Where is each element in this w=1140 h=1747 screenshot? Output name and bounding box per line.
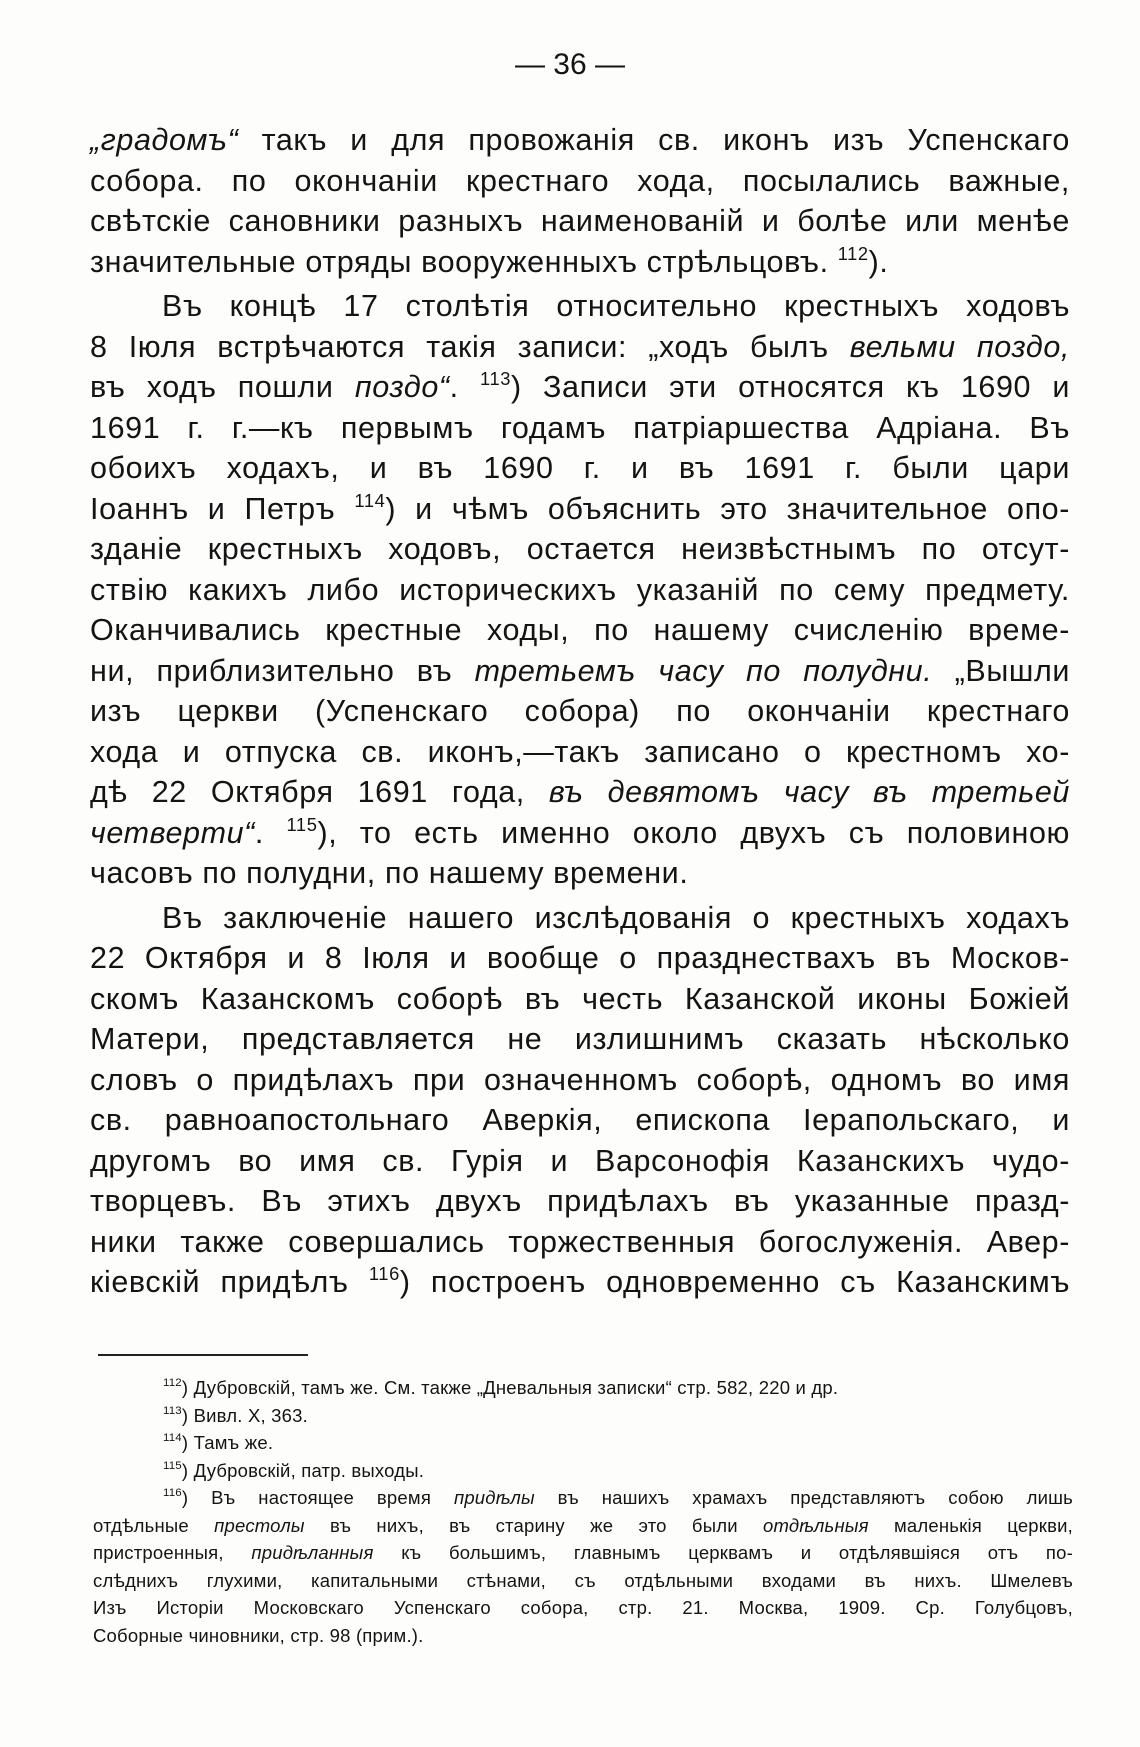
text-line: изъ церкви (Успенскаго собора) по окончаніи крестнаго [90, 694, 1070, 728]
text-line: другомъ во имя св. Гурія и Варсонофія Казанскихъ чудо- [90, 1143, 1070, 1178]
text-line: въ ходъ пошли поздо“. $^{113}$) Записи эти относятся къ 1690 и [90, 368, 1071, 404]
footnote-116-line: Соборные чиновники, стр. 98 (прим.). [93, 1624, 424, 1646]
text-line: ни, приблизительно въ третьемъ часу по полудни. „Вышли [90, 653, 1070, 688]
text-line: 22 Октября и 8 Іюля и вообще о празднествахъ въ Москов- [90, 941, 1070, 975]
text-line: хода и отпуска св. иконъ,—такъ записано о крестномъ хо- [90, 734, 1070, 769]
text-line: скомъ Казанскомъ соборѣ въ честь Казанской иконы Божіей [90, 981, 1070, 1016]
text-line: Оканчивались крестные ходы, по нашему счисленію време- [90, 613, 1070, 647]
italic-text: „градомъ“ [90, 123, 239, 157]
footnote-116-line: слѣднихъ глухими, капитальными стѣнами, съ отдѣльными входами въ нихъ. Шмелевъ [93, 1569, 1073, 1591]
text-line: 1691 г. г.—къ первымъ годамъ патріаршества Адріана. Въ [90, 410, 1070, 445]
text-line: кіевскій придѣлъ $^{116}$) построенъ одновременно съ Казанскимъ [90, 1263, 1070, 1299]
footnote-116-line: пристроенныя, придѣланныя къ большимъ, главнымъ церквамъ и отдѣлявшіяся отъ по- [93, 1542, 1073, 1563]
footnote-113: $^{113}$) Вивл. X, 363. [163, 1404, 308, 1426]
text-line: собора. по окончаніи крестнаго хода, посылались важные, [90, 163, 1070, 198]
footnote-115: $^{115}$) Дубровскій, патр. выходы. [163, 1459, 425, 1481]
italic-text: третьемъ часу по полудни. [474, 653, 933, 688]
main-text [90, 120, 1070, 1303]
page-number: — 36 — [514, 48, 626, 81]
text-line: св. равноапостольнаго Аверкія, епископа Іерапольскаго, и [90, 1103, 1070, 1137]
text-line: словъ о придѣлахъ при означенномъ соборѣ, одномъ во имя [90, 1062, 1070, 1097]
text-line: ствію какихъ либо историческихъ указаній по сему предмету. [90, 572, 1070, 607]
italic-text: въ девятомъ часу въ третьей [548, 775, 1070, 809]
text-line: значительные отряды вооруженныхъ стрѣльцовъ. $^{112}$). [90, 242, 889, 279]
text-line: творцевъ. Въ этихъ двухъ придѣлахъ въ указанные празд- [90, 1184, 1070, 1218]
text-line: ники также совершались торжественныя богослуженія. Авер- [90, 1224, 1070, 1259]
text-line: зданіе крестныхъ ходовъ, остается неизвѣстнымъ по отсут- [90, 532, 1070, 566]
footnote-ref-116: 116 [368, 1263, 400, 1284]
footnotes [93, 1374, 1073, 1649]
text-line: Въ заключеніе нашего изслѣдованія о крестныхъ ходахъ [162, 900, 1070, 935]
text-line: четверти“. $^{115}$), то есть именно около двухъ съ половиною [90, 813, 1070, 850]
text-line: „градомъ“ такъ и для провожанія св. иконъ изъ Успенскаго [90, 123, 1070, 157]
footnote-116-line: отдѣльные престолы въ нихъ, въ старину же это были отдѣльныя маленькія церкви, [93, 1514, 1073, 1536]
footnote-ref-114: 114 [354, 489, 386, 511]
footnote-ref-113: 113 [480, 368, 511, 389]
footnote-112: $^{112}$) Дубровскій, тамъ же. См. также „Дневальныя записки“ стр. 582, 220 и др. [163, 1377, 839, 1398]
italic-text: поздо“ [354, 370, 450, 404]
italic-text: вельми поздо, [849, 329, 1070, 364]
text-line: обоихъ ходахъ, и въ 1690 г. и въ 1691 г. были цари [90, 451, 1070, 485]
footnote-116-line: Изъ Исторіи Московскаго Успенскаго собора, стр. 21. Москва, 1909. Ср. Голубцовъ, [93, 1597, 1073, 1618]
text-line: Матери, представляется не излишнимъ сказать нѣсколько [90, 1022, 1070, 1056]
footnote-116: $^{116}$) Въ настоящее время придѣлы въ нашихъ храмахъ представляютъ собою лишь [163, 1487, 1073, 1508]
text-line: свѣтскіе сановники разныхъ наименованій и болѣе или менѣе [90, 204, 1070, 238]
footnote-ref-115: 115 [286, 813, 318, 835]
italic-text: четверти“ [90, 815, 255, 850]
footnote-114: $^{114}$) Тамъ же. [163, 1432, 274, 1453]
footnote-ref-112: 112 [837, 242, 869, 264]
footnote-divider [98, 1354, 308, 1356]
text-line: часовъ по полудни, по нашему времени. [90, 856, 689, 890]
text-line: Въ концѣ 17 столѣтія относительно крестныхъ ходовъ [162, 289, 1070, 323]
text-line: 8 Іюля встрѣчаются такія записи: „ходъ былъ вельми поздо, [90, 329, 1070, 364]
text-line: дѣ 22 Октября 1691 года, въ девятомъ часу въ третьей [90, 775, 1070, 809]
text-line: Іоаннъ и Петръ $^{114}$) и чѣмъ объяснить это значительное опо- [90, 489, 1070, 526]
